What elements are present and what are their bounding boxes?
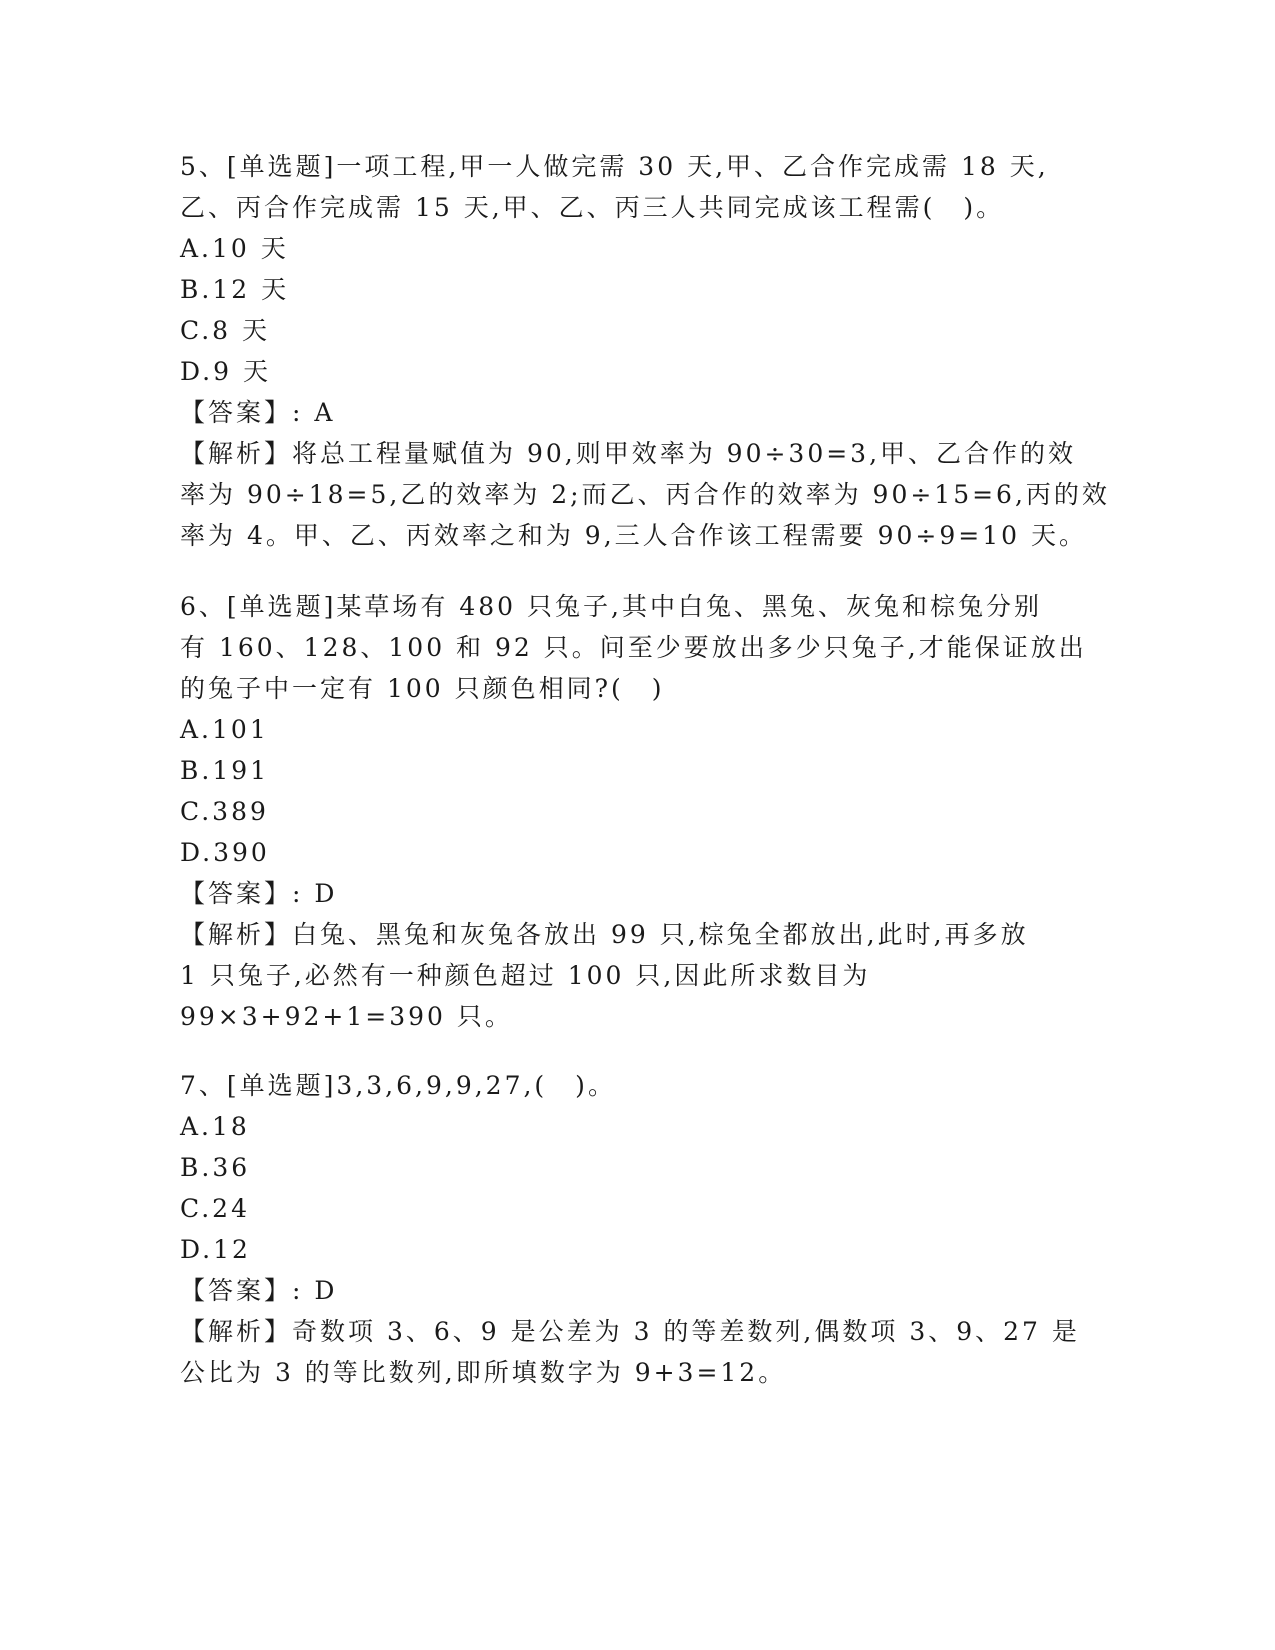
analysis-line	[180, 433, 1077, 474]
option-c: C.8 天	[180, 316, 271, 345]
stem-line: 乙、丙合作完成需 15 天,甲、乙、丙三人共同完成该工程需( )。	[180, 193, 1005, 222]
stem-line: 7、[单选题]3,3,6,9,9,27,( )。	[180, 1071, 616, 1100]
analysis-line: 1 只兔子,必然有一种颜色超过 100 只,因此所求数目为	[180, 961, 871, 990]
option-a: A.101	[180, 715, 269, 744]
analysis-line: 率为 90÷18=5,乙的效率为 2;而乙、丙合作的效率为 90÷15=6,丙的效	[180, 480, 1110, 509]
analysis-tag: 【解析】	[180, 439, 293, 468]
option-b: B.191	[180, 756, 270, 785]
option-c: C.389	[180, 797, 269, 826]
answer-value: : D	[292, 879, 338, 908]
answer-row	[180, 1270, 1060, 1311]
option-d: D.9 天	[180, 357, 271, 386]
analysis-text: 将总工程量赋值为 90,则甲效率为 90÷30=3,甲、乙合作的效	[292, 439, 1077, 468]
analysis-text: 白兔、黑兔和灰兔各放出 99 只,棕兔全都放出,此时,再多放	[292, 920, 1029, 949]
answer-row	[180, 392, 1060, 433]
analysis	[180, 1311, 1080, 1393]
option-b: B.36	[180, 1153, 251, 1182]
analysis-line	[180, 1311, 1080, 1352]
answer-tag: 【答案】	[180, 398, 293, 427]
document-page	[180, 146, 1110, 1393]
option-d: D.12	[180, 1235, 251, 1264]
question-stem	[180, 146, 1060, 228]
option-list	[180, 228, 1060, 392]
analysis-tag: 【解析】	[180, 920, 293, 949]
option-d: D.390	[180, 838, 270, 867]
option-a: A.18	[180, 1112, 250, 1141]
analysis-line	[180, 914, 1060, 955]
analysis	[180, 914, 1060, 1037]
question-7	[180, 1065, 1080, 1393]
question-stem	[180, 1065, 1060, 1106]
answer-value: : D	[292, 1276, 338, 1305]
option-b: B.12 天	[180, 275, 290, 304]
option-a: A.10 天	[180, 234, 289, 263]
option-list	[180, 709, 1060, 873]
analysis-line: 99×3+92+1=390 只。	[180, 1002, 513, 1031]
stem-line: 有 160、128、100 和 92 只。问至少要放出多少只兔子,才能保证放出	[180, 633, 1087, 662]
stem-line: 6、[单选题]某草场有 480 只兔子,其中白兔、黑兔、灰兔和棕兔分别	[180, 592, 1042, 621]
answer-row	[180, 873, 1060, 914]
stem-line: 的兔子中一定有 100 只颜色相同?( )	[180, 674, 665, 703]
option-list	[180, 1106, 1060, 1270]
question-5	[180, 146, 1110, 556]
answer-tag: 【答案】	[180, 1276, 293, 1305]
analysis-tag: 【解析】	[180, 1317, 293, 1346]
analysis-text: 奇数项 3、6、9 是公差为 3 的等差数列,偶数项 3、9、27 是	[292, 1317, 1080, 1346]
question-stem	[180, 586, 1087, 709]
answer-tag: 【答案】	[180, 879, 293, 908]
option-c: C.24	[180, 1194, 250, 1223]
question-6	[180, 586, 1087, 1037]
answer-value: : A	[292, 398, 336, 427]
stem-line: 5、[单选题]一项工程,甲一人做完需 30 天,甲、乙合作完成需 18 天,	[180, 152, 1049, 181]
analysis-line: 率为 4。甲、乙、丙效率之和为 9,三人合作该工程需要 90÷9=10 天。	[180, 521, 1087, 550]
analysis-line: 公比为 3 的等比数列,即所填数字为 9+3=12。	[180, 1358, 787, 1387]
analysis	[180, 433, 1110, 556]
